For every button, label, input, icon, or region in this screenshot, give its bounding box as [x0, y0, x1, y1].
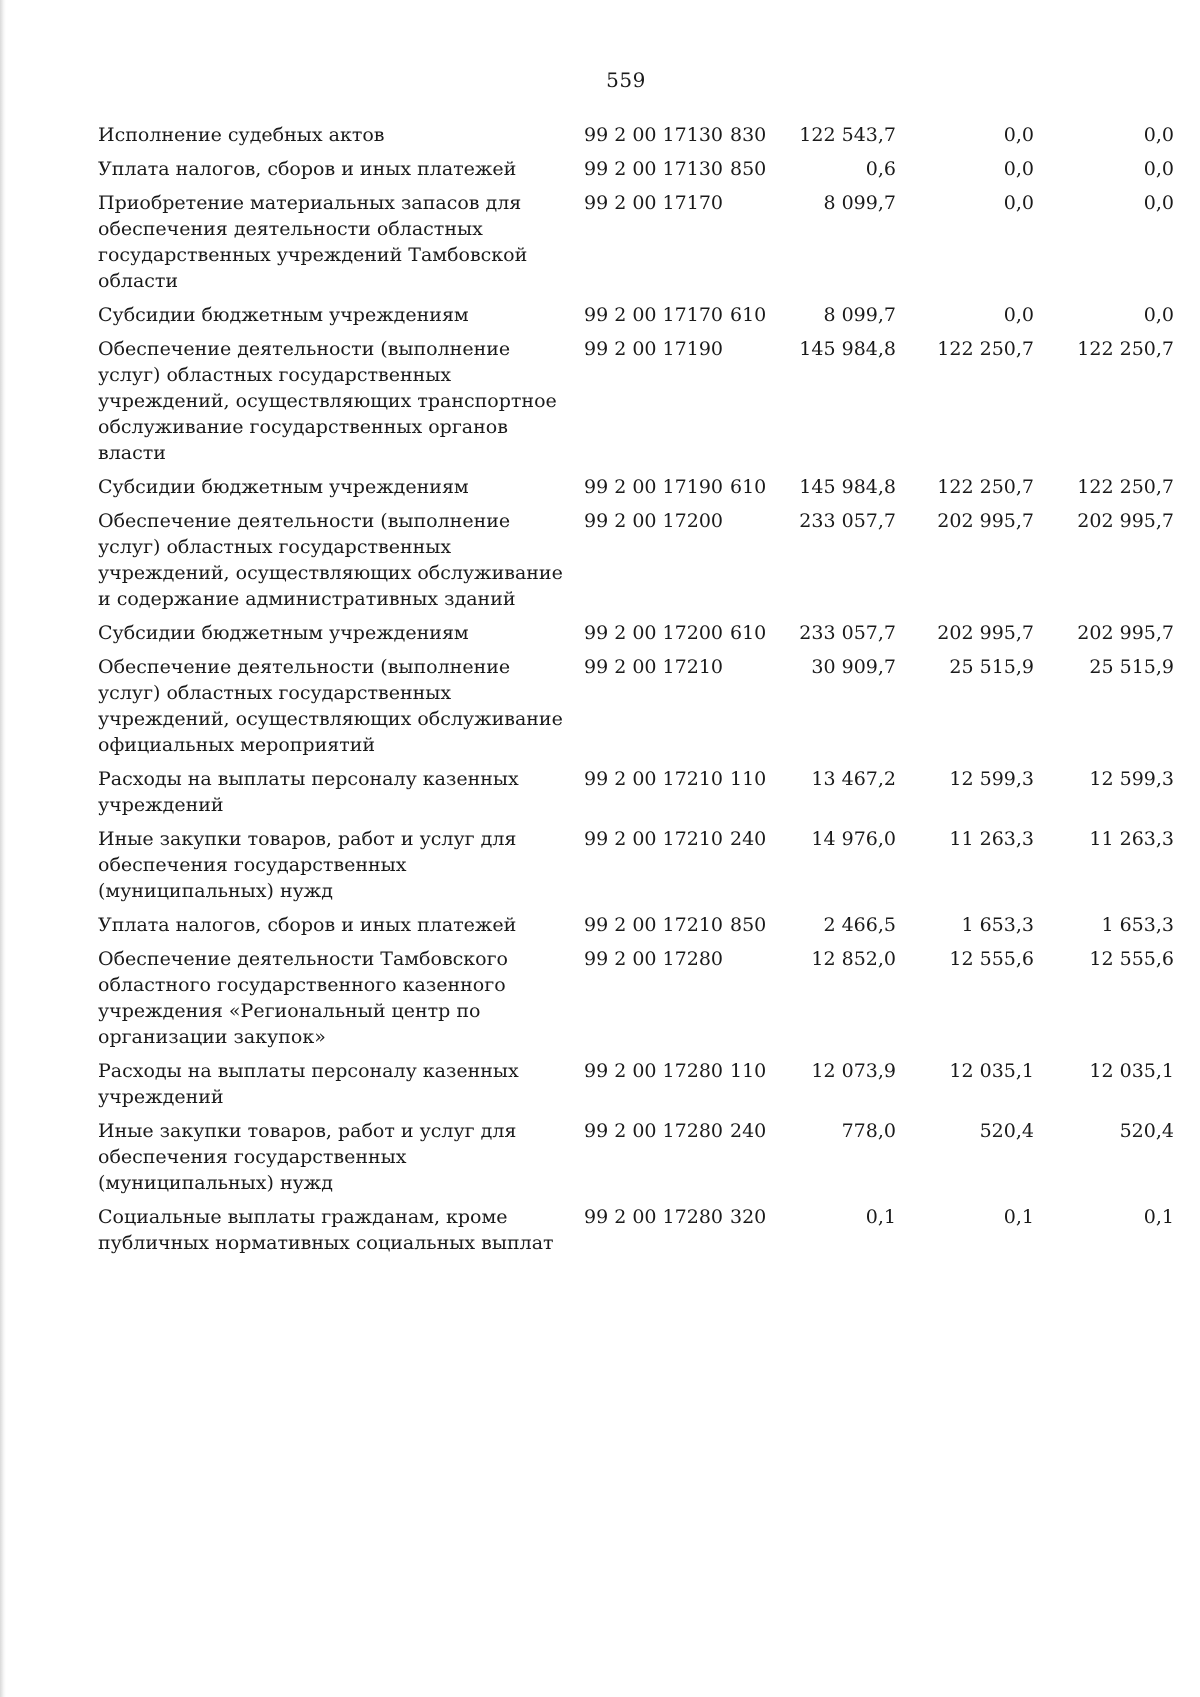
table-row	[98, 508, 1174, 620]
row-value-1: 0,1	[865, 1206, 896, 1228]
row-value-2: 122 250,7	[937, 476, 1034, 498]
row-value-3: 0,0	[1143, 304, 1174, 326]
scan-edge	[0, 0, 6, 1697]
row-code: 99 2 00 17280	[584, 1060, 724, 1082]
row-value-1: 12 073,9	[811, 1060, 896, 1082]
row-type: 850	[730, 158, 767, 180]
row-value-1: 13 467,2	[811, 768, 896, 790]
row-name: Обеспечение деятельности (выполнение услуг) областных государственных учреждений, осуществляющих обслуживание и содержание административных зданий	[98, 510, 563, 610]
row-value-2: 12 599,3	[949, 768, 1034, 790]
table-row	[98, 912, 1174, 946]
row-value-1: 233 057,7	[799, 510, 896, 532]
row-value-3: 122 250,7	[1077, 476, 1174, 498]
row-type	[724, 190, 788, 302]
row-value-1: 145 984,8	[799, 338, 896, 360]
row-type: 830	[730, 124, 767, 146]
row-value-2: 12 555,6	[949, 948, 1034, 970]
row-name: Обеспечение деятельности Тамбовского областного государственного казенного учреждения «Региональный центр по организации закупок»	[98, 948, 508, 1048]
row-value-2: 122 250,7	[937, 338, 1034, 360]
row-code: 99 2 00 17210	[584, 656, 724, 678]
row-value-2: 0,0	[1003, 304, 1034, 326]
row-value-2: 25 515,9	[949, 656, 1034, 678]
table-row	[98, 336, 1174, 474]
row-code: 99 2 00 17280	[584, 948, 724, 970]
row-type: 610	[730, 476, 767, 498]
row-value-1: 2 466,5	[823, 914, 896, 936]
table-row	[98, 156, 1174, 190]
row-type: 240	[730, 828, 767, 850]
row-value-1: 778,0	[841, 1120, 896, 1142]
row-code: 99 2 00 17170	[584, 192, 724, 214]
row-name: Субсидии бюджетным учреждениям	[98, 622, 469, 644]
table-row	[98, 946, 1174, 1058]
row-name: Иные закупки товаров, работ и услуг для обеспечения государственных (муниципальных) нужд	[98, 828, 517, 902]
row-value-3: 520,4	[1119, 1120, 1174, 1142]
row-value-2: 11 263,3	[949, 828, 1034, 850]
row-code: 99 2 00 17210	[584, 828, 724, 850]
row-value-1: 233 057,7	[799, 622, 896, 644]
row-value-3: 202 995,7	[1077, 622, 1174, 644]
row-value-2: 520,4	[979, 1120, 1034, 1142]
row-value-2: 0,0	[1003, 124, 1034, 146]
row-value-3: 0,0	[1143, 158, 1174, 180]
row-code: 99 2 00 17130	[584, 124, 724, 146]
row-value-2: 202 995,7	[937, 510, 1034, 532]
row-value-3: 11 263,3	[1089, 828, 1174, 850]
table-body	[98, 122, 1174, 1264]
row-value-2: 12 035,1	[949, 1060, 1034, 1082]
row-code: 99 2 00 17210	[584, 768, 724, 790]
table-row	[98, 826, 1174, 912]
table-row	[98, 620, 1174, 654]
row-value-3: 0,1	[1143, 1206, 1174, 1228]
table-row	[98, 474, 1174, 508]
row-value-2: 0,0	[1003, 158, 1034, 180]
row-code: 99 2 00 17210	[584, 914, 724, 936]
row-name: Расходы на выплаты персоналу казенных учреждений	[98, 1060, 519, 1108]
row-name: Иные закупки товаров, работ и услуг для обеспечения государственных (муниципальных) нужд	[98, 1120, 517, 1194]
table-row	[98, 302, 1174, 336]
row-value-3: 0,0	[1143, 192, 1174, 214]
row-value-3: 12 035,1	[1089, 1060, 1174, 1082]
row-code: 99 2 00 17200	[584, 510, 724, 532]
row-value-1: 145 984,8	[799, 476, 896, 498]
row-type	[724, 946, 788, 1058]
row-type: 850	[730, 914, 767, 936]
row-value-3: 0,0	[1143, 124, 1174, 146]
row-name: Обеспечение деятельности (выполнение услуг) областных государственных учреждений, осуществляющих обслуживание официальных мероприятий	[98, 656, 563, 756]
row-type: 110	[730, 768, 767, 790]
row-name: Обеспечение деятельности (выполнение услуг) областных государственных учреждений, осуществляющих транспортное обслуживание государственных органов власти	[98, 338, 557, 464]
row-name: Субсидии бюджетным учреждениям	[98, 304, 469, 326]
row-value-1: 0,6	[865, 158, 896, 180]
table-row	[98, 1058, 1174, 1118]
row-code: 99 2 00 17280	[584, 1120, 724, 1142]
row-type: 240	[730, 1120, 767, 1142]
row-type	[724, 654, 788, 766]
row-value-1: 12 852,0	[811, 948, 896, 970]
row-value-3: 25 515,9	[1089, 656, 1174, 678]
row-value-2: 0,1	[1003, 1206, 1034, 1228]
row-value-2: 1 653,3	[961, 914, 1034, 936]
row-name: Уплата налогов, сборов и иных платежей	[98, 914, 517, 936]
row-value-1: 8 099,7	[823, 192, 896, 214]
row-value-2: 0,0	[1003, 192, 1034, 214]
budget-table	[98, 122, 1174, 1264]
row-code: 99 2 00 17200	[584, 622, 724, 644]
row-type	[724, 508, 788, 620]
row-value-3: 202 995,7	[1077, 510, 1174, 532]
row-type: 320	[730, 1206, 767, 1228]
row-code: 99 2 00 17170	[584, 304, 724, 326]
table-row	[98, 190, 1174, 302]
row-value-3: 1 653,3	[1101, 914, 1174, 936]
table-row	[98, 654, 1174, 766]
row-name: Уплата налогов, сборов и иных платежей	[98, 158, 517, 180]
row-type	[724, 336, 788, 474]
row-value-3: 12 555,6	[1089, 948, 1174, 970]
row-code: 99 2 00 17190	[584, 338, 724, 360]
table-row	[98, 766, 1174, 826]
row-value-3: 12 599,3	[1089, 768, 1174, 790]
row-name: Социальные выплаты гражданам, кроме публичных нормативных социальных выплат	[98, 1206, 554, 1254]
row-value-1: 14 976,0	[811, 828, 896, 850]
row-name: Приобретение материальных запасов для обеспечения деятельности областных государственных учреждений Тамбовской области	[98, 192, 528, 292]
table-row	[98, 1204, 1174, 1264]
table-row	[98, 122, 1174, 156]
row-code: 99 2 00 17190	[584, 476, 724, 498]
row-code: 99 2 00 17280	[584, 1206, 724, 1228]
row-value-2: 202 995,7	[937, 622, 1034, 644]
row-code: 99 2 00 17130	[584, 158, 724, 180]
row-value-1: 30 909,7	[811, 656, 896, 678]
row-name: Расходы на выплаты персоналу казенных учреждений	[98, 768, 519, 816]
page-number: 559	[606, 68, 646, 92]
row-name: Субсидии бюджетным учреждениям	[98, 476, 469, 498]
row-type: 610	[730, 304, 767, 326]
row-value-1: 8 099,7	[823, 304, 896, 326]
row-value-3: 122 250,7	[1077, 338, 1174, 360]
row-name: Исполнение судебных актов	[98, 124, 385, 146]
row-type: 110	[730, 1060, 767, 1082]
table-row	[98, 1118, 1174, 1204]
row-value-1: 122 543,7	[799, 124, 896, 146]
row-type: 610	[730, 622, 767, 644]
